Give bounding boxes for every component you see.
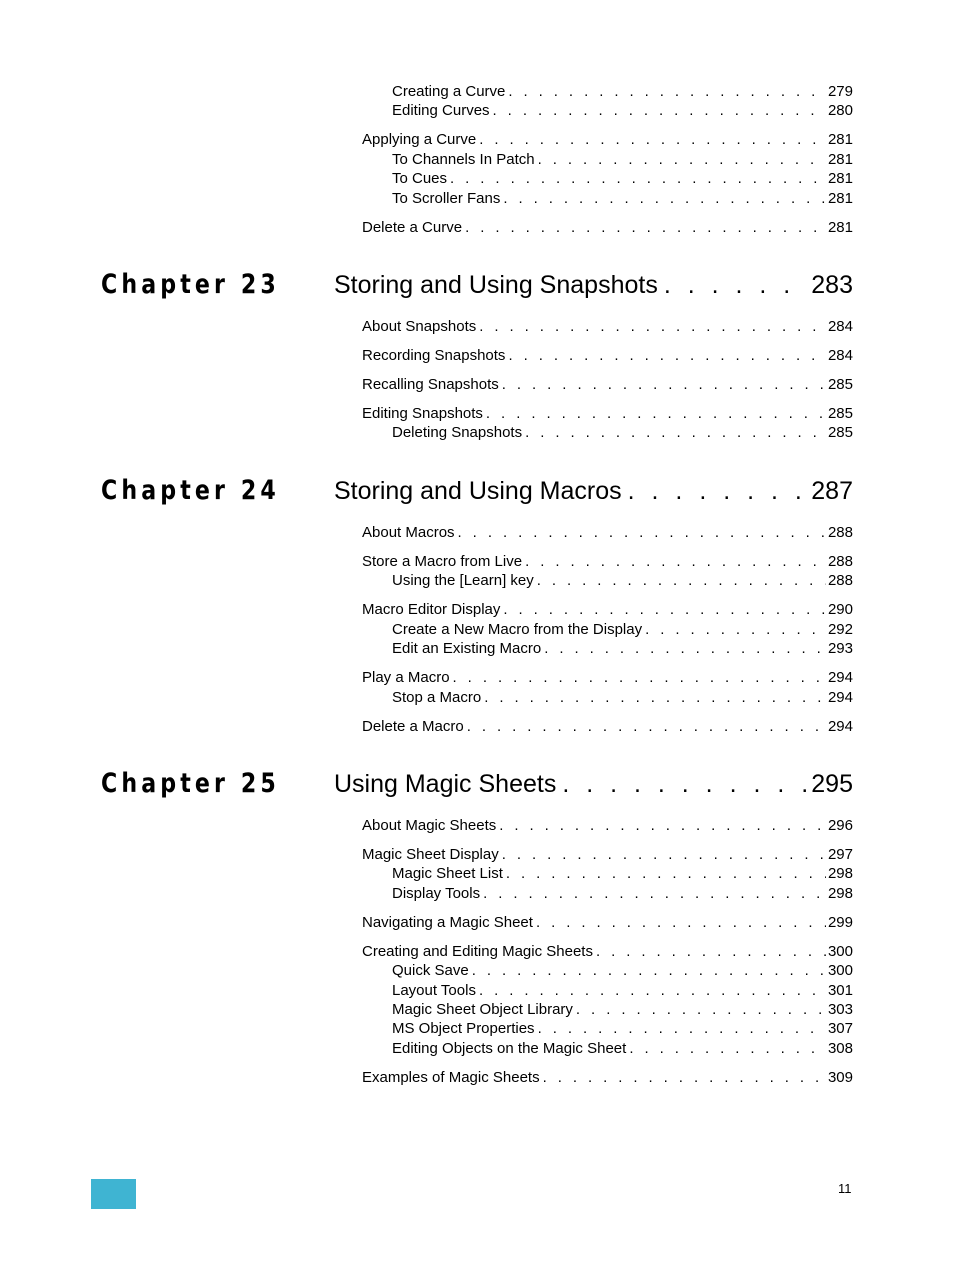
- toc-entry-page: 308: [827, 1039, 853, 1057]
- toc-entry-title: Quick Save: [392, 962, 469, 980]
- dot-leader: [544, 639, 826, 658]
- dot-leader: [502, 375, 826, 394]
- dot-leader: [472, 961, 826, 980]
- dot-leader: [629, 1039, 826, 1058]
- toc-entry-title: Magic Sheet List: [392, 865, 503, 883]
- toc-entry[interactable]: [362, 1068, 853, 1087]
- toc-entry-page: 301: [827, 981, 853, 999]
- toc-entry-title: Layout Tools: [392, 981, 476, 999]
- toc-entry-title: Play a Macro: [362, 669, 450, 687]
- dot-leader: [628, 476, 810, 506]
- toc-entry[interactable]: [362, 552, 853, 571]
- toc-entry-page: 281: [827, 218, 853, 236]
- toc-entry-page: 294: [827, 688, 853, 706]
- toc-subentry[interactable]: [392, 82, 853, 101]
- toc-entry[interactable]: [362, 913, 853, 932]
- toc-subentry[interactable]: [392, 688, 853, 707]
- toc-subentry[interactable]: [392, 1039, 853, 1058]
- toc-entry[interactable]: [362, 317, 853, 336]
- chapter-page: 283: [811, 271, 853, 299]
- toc-subentry[interactable]: [392, 571, 853, 590]
- chapter-page: 295: [811, 770, 853, 798]
- toc-entry[interactable]: [362, 130, 853, 149]
- dot-leader: [538, 150, 826, 169]
- toc-entry-title: Delete a Curve: [362, 218, 463, 236]
- toc-entry[interactable]: [362, 375, 853, 394]
- toc-entry-page: 303: [827, 1001, 853, 1018]
- dot-leader: [458, 523, 826, 542]
- chapter-label: Chapter 23: [101, 269, 280, 300]
- toc-entry-title: Applying a Curve: [362, 131, 477, 149]
- toc-entry-page: 294: [827, 717, 853, 735]
- toc-entry-page: 281: [827, 131, 853, 149]
- dot-leader: [502, 845, 826, 864]
- dot-leader: [499, 816, 826, 835]
- toc-entry-page: 279: [827, 83, 853, 100]
- toc-entry[interactable]: [362, 404, 853, 423]
- toc-entry-title: Stop a Macro: [392, 688, 482, 706]
- toc-entry-page: 290: [827, 601, 853, 619]
- toc-entry[interactable]: [362, 600, 853, 619]
- dot-leader: [479, 317, 826, 336]
- dot-leader: [483, 884, 826, 903]
- toc-entry[interactable]: [362, 942, 853, 961]
- toc-entry-title: Navigating a Magic Sheet: [362, 913, 533, 931]
- toc-entry-page: 285: [827, 405, 853, 422]
- toc-entry-page: 288: [827, 572, 853, 590]
- toc-entry-title: Store a Macro from Live: [362, 553, 523, 570]
- dot-leader: [664, 270, 809, 300]
- toc-entry-title: Create a New Macro from the Display: [392, 620, 643, 638]
- toc-subentry[interactable]: [392, 423, 853, 442]
- toc-entry-title: Deleting Snapshots: [392, 424, 523, 442]
- toc-entry-page: 296: [827, 817, 853, 834]
- toc-entry-title: To Cues: [392, 170, 448, 188]
- toc-entry-title: Editing Objects on the Magic Sheet: [392, 1039, 627, 1057]
- chapter-page: 287: [811, 477, 853, 505]
- toc-entry-title: About Macros: [362, 524, 455, 541]
- toc-subentry[interactable]: [392, 1000, 853, 1019]
- toc-entry-page: 281: [827, 189, 853, 207]
- toc-entry-title: Magic Sheet Object Library: [392, 1001, 573, 1018]
- toc-entry-page: 300: [827, 962, 853, 980]
- toc-subentry[interactable]: [392, 189, 853, 208]
- toc-entry-title: Edit an Existing Macro: [392, 640, 542, 658]
- toc-subentry[interactable]: [392, 1019, 853, 1038]
- toc-entry-title: Recording Snapshots: [362, 347, 506, 364]
- dot-leader: [525, 552, 826, 571]
- dot-leader: [479, 981, 826, 1000]
- toc-entry-page: 297: [827, 846, 853, 863]
- dot-leader: [486, 404, 826, 423]
- dot-leader: [576, 1000, 826, 1019]
- toc-entry-title: Examples of Magic Sheets: [362, 1068, 540, 1086]
- toc-entry-page: 284: [827, 318, 853, 335]
- toc-entry-title: Creating a Curve: [392, 83, 506, 100]
- dot-leader: [450, 169, 826, 188]
- chapter-title: Storing and Using Macros: [334, 477, 622, 505]
- toc-entry-page: 288: [827, 553, 853, 570]
- toc-entry[interactable]: [362, 668, 853, 687]
- dot-leader: [503, 600, 826, 619]
- dot-leader: [503, 189, 826, 208]
- toc-entry-title: About Magic Sheets: [362, 817, 497, 834]
- toc-entry-page: 284: [827, 347, 853, 364]
- dot-leader: [525, 423, 826, 442]
- chapter-heading[interactable]: [334, 270, 853, 300]
- toc-entry-page: 285: [827, 376, 853, 393]
- toc-entry[interactable]: [362, 346, 853, 365]
- toc-entry-page: 294: [827, 669, 853, 687]
- toc-entry[interactable]: [362, 845, 853, 864]
- toc-entry-title: Using the [Learn] key: [392, 572, 534, 590]
- dot-leader: [645, 620, 826, 639]
- dot-leader: [537, 571, 826, 590]
- chapter-title: Storing and Using Snapshots: [334, 271, 658, 299]
- page-number: 11: [838, 1181, 852, 1196]
- toc-entry[interactable]: [362, 717, 853, 736]
- toc-entry-title: Magic Sheet Display: [362, 846, 499, 863]
- toc-entry[interactable]: [362, 523, 853, 542]
- toc-entry-page: 285: [827, 424, 853, 442]
- dot-leader: [484, 688, 826, 707]
- toc-entry[interactable]: [362, 218, 853, 237]
- dot-leader: [508, 346, 826, 365]
- toc-subentry[interactable]: [392, 884, 853, 903]
- toc-entry-page: 288: [827, 524, 853, 541]
- toc-entry-title: Recalling Snapshots: [362, 376, 499, 393]
- toc-entry-page: 299: [827, 913, 853, 931]
- toc-entry-title: Display Tools: [392, 884, 481, 902]
- chapter-heading[interactable]: [334, 769, 853, 799]
- toc-entry[interactable]: [362, 816, 853, 835]
- dot-leader: [465, 218, 826, 237]
- toc-entry-title: Editing Snapshots: [362, 405, 483, 422]
- toc-entry-page: 309: [827, 1068, 853, 1086]
- dot-leader: [453, 668, 826, 687]
- dot-leader: [493, 101, 826, 120]
- toc-subentry[interactable]: [392, 961, 853, 980]
- dot-leader: [479, 130, 826, 149]
- dot-leader: [596, 942, 826, 961]
- toc-entry-page: 298: [827, 865, 853, 883]
- toc-entry-page: 307: [827, 1020, 853, 1038]
- dot-leader: [508, 82, 826, 101]
- dot-leader: [562, 769, 809, 799]
- toc-entry-title: Creating and Editing Magic Sheets: [362, 942, 593, 960]
- toc-entry-page: 281: [827, 170, 853, 188]
- toc-subentry[interactable]: [392, 639, 853, 658]
- toc-entry-title: To Scroller Fans: [392, 189, 501, 207]
- toc-entry-page: 293: [827, 640, 853, 658]
- toc-entry-title: Editing Curves: [392, 102, 490, 120]
- dot-leader: [467, 717, 826, 736]
- toc-entry-page: 292: [827, 620, 853, 638]
- toc-subentry[interactable]: [392, 150, 853, 169]
- toc-subentry[interactable]: [392, 101, 853, 120]
- toc-entry-page: 280: [827, 102, 853, 120]
- chapter-title: Using Magic Sheets: [334, 770, 557, 798]
- toc-entry-title: To Channels In Patch: [392, 150, 535, 168]
- dot-leader: [536, 913, 826, 932]
- toc-entry-page: 300: [827, 942, 853, 960]
- footer-accent-bar: [91, 1179, 136, 1209]
- toc-subentry[interactable]: [392, 169, 853, 188]
- chapter-label: Chapter 25: [101, 768, 280, 799]
- toc-entry-page: 298: [827, 884, 853, 902]
- dot-leader: [538, 1019, 826, 1038]
- dot-leader: [543, 1068, 826, 1087]
- toc-entry-title: Delete a Macro: [362, 717, 464, 735]
- dot-leader: [506, 864, 826, 883]
- toc-subentry[interactable]: [392, 981, 853, 1000]
- toc-entry-page: 281: [827, 150, 853, 168]
- toc-entry-title: MS Object Properties: [392, 1020, 535, 1038]
- chapter-heading[interactable]: [334, 476, 853, 506]
- toc-entry-title: Macro Editor Display: [362, 601, 501, 619]
- toc-subentry[interactable]: [392, 620, 853, 639]
- toc-entry-title: About Snapshots: [362, 318, 477, 335]
- chapter-label: Chapter 24: [101, 475, 280, 506]
- toc-subentry[interactable]: [392, 864, 853, 883]
